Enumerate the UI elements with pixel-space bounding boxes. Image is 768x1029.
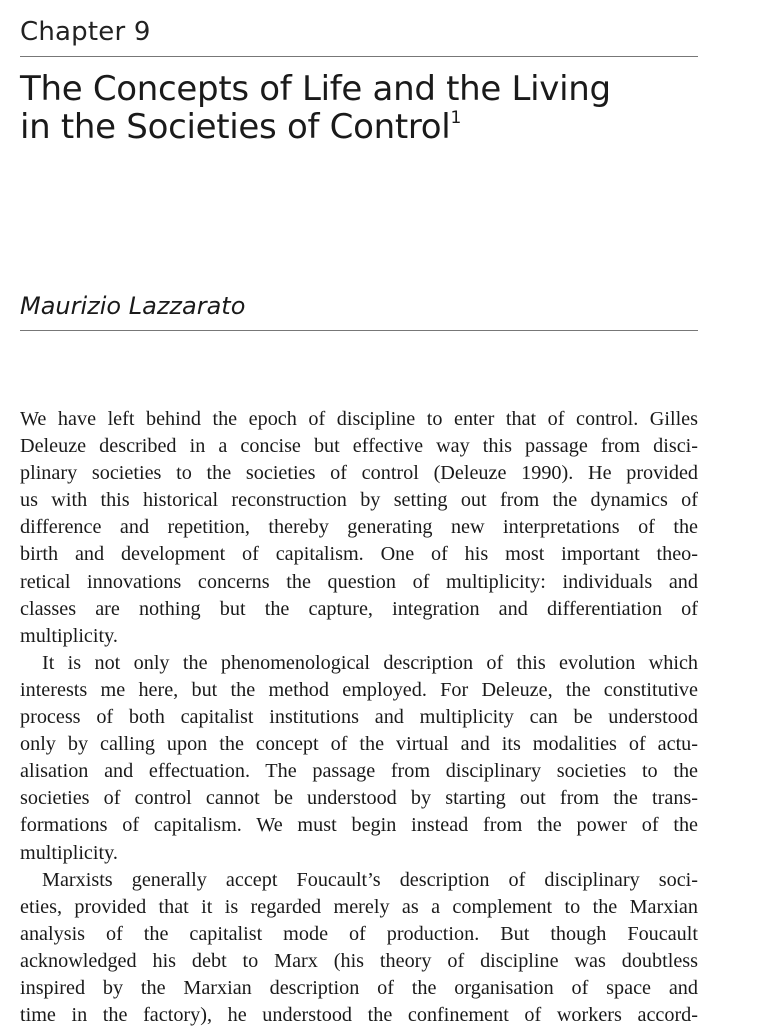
text-line: time in the factory), he understood the confinement of workers accord-: [20, 1004, 698, 1027]
text-line: Marxists generally accept Foucault’s description of disciplinary soci-: [42, 868, 698, 891]
text-line: birth and development of capitalism. One of his most important theo-: [20, 543, 698, 566]
chapter-label: Chapter 9: [20, 17, 151, 47]
author-name: Maurizio Lazzarato: [20, 292, 246, 320]
chapter-title-line-2: [20, 108, 698, 146]
chapter-title-line-2-text: in the Societies of Control: [20, 107, 451, 147]
paragraph: [20, 650, 698, 867]
author-rule: [20, 330, 698, 331]
text-line: classes are nothing but the capture, integration and differentiation of: [20, 597, 698, 620]
text-line: multiplicity.: [20, 841, 118, 864]
text-line: acknowledged his debt to Marx (his theory of discipline was doubtless: [20, 949, 698, 972]
text-line: formations of capitalism. We must begin instead from the power of the: [20, 814, 698, 837]
text-line: alisation and effectuation. The passage from disciplinary societies to the: [20, 760, 698, 783]
text-line: plinary societies to the societies of control (Deleuze 1990). He provided: [20, 462, 698, 485]
text-line: multiplicity.: [20, 624, 118, 647]
text-line: We have left behind the epoch of discipline to enter that of control. Gilles: [20, 408, 698, 430]
book-page: [20, 0, 698, 1027]
text-line: only by calling upon the concept of the virtual and its modalities of actu-: [20, 733, 698, 756]
paragraph: [20, 867, 698, 1029]
text-line: inspired by the Marxian description of the organisation of space and: [20, 976, 698, 999]
text-line: us with this historical reconstruction by setting out from the dynamics of: [20, 489, 698, 512]
body-text: [20, 406, 698, 1029]
text-line: It is not only the phenomenological description of this evolution which: [42, 651, 698, 674]
chapter-title: [20, 70, 698, 146]
paragraph: [20, 406, 698, 650]
text-line: process of both capitalist institutions and multiplicity can be understood: [20, 706, 698, 729]
header-rule: [20, 56, 698, 57]
chapter-title-line-1: The Concepts of Life and the Living: [20, 69, 611, 109]
text-line: interests me here, but the method employed. For Deleuze, the constitutive: [20, 678, 698, 701]
text-line: Deleuze described in a concise but effective way this passage from disci-: [20, 435, 698, 458]
text-line: retical innovations concerns the question of multiplicity: individuals and: [20, 570, 698, 593]
footnote-marker[interactable]: 1: [450, 108, 461, 128]
text-line: difference and repetition, thereby generating new interpretations of the: [20, 516, 698, 539]
text-line: societies of control cannot be understood by starting out from the trans-: [20, 787, 698, 810]
text-line: analysis of the capitalist mode of production. But though Foucault: [20, 922, 698, 945]
text-line: eties, provided that it is regarded merely as a complement to the Marxian: [20, 895, 698, 918]
